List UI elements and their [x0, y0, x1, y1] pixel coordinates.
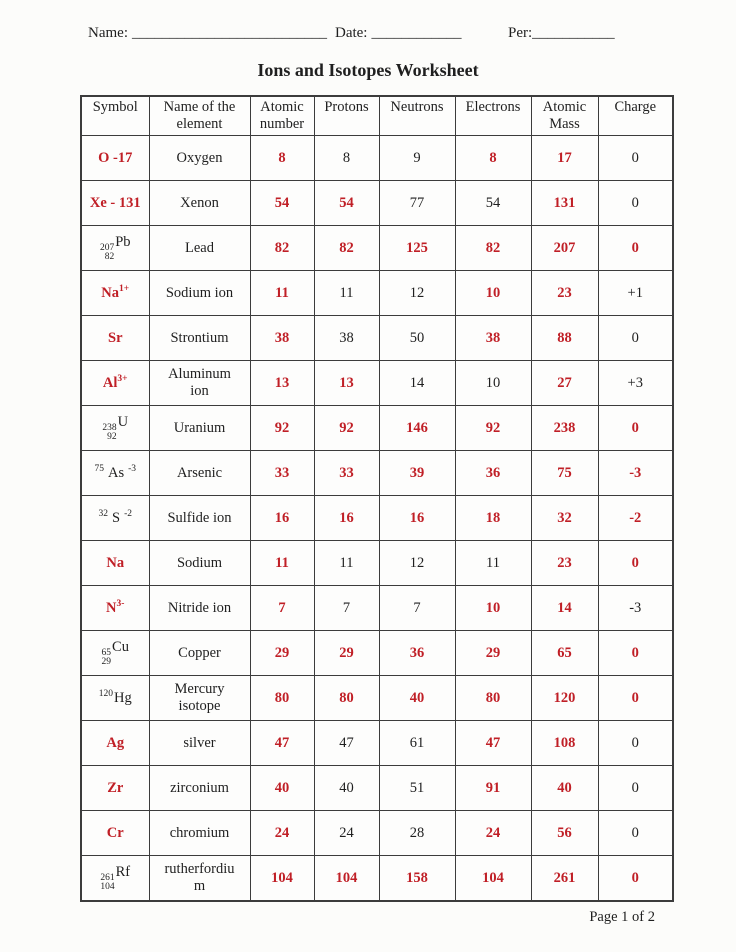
atomic-mass-cell: 88 — [531, 316, 598, 361]
electrons-cell: 10 — [455, 271, 531, 316]
symbol-cell — [81, 676, 149, 721]
neutrons-cell: 36 — [379, 631, 455, 676]
charge-cell: 0 — [598, 406, 673, 451]
atomic-mass-cell: 120 — [531, 676, 598, 721]
symbol-cell — [81, 406, 149, 451]
ion-charge-superscript: 3- — [116, 598, 125, 609]
table-row — [81, 541, 673, 586]
neutrons-cell: 125 — [379, 226, 455, 271]
element-name-cell: Mercury isotope — [149, 676, 250, 721]
atomic-number-cell: 24 — [250, 811, 314, 856]
per-label: Per: — [508, 25, 533, 41]
atomic-number-cell: 8 — [250, 136, 314, 181]
element-symbol: As — [107, 464, 125, 481]
atomic-number-cell: 29 — [250, 631, 314, 676]
atomic-mass-cell: 131 — [531, 181, 598, 226]
atomic-number-cell: 82 — [250, 226, 314, 271]
element-name-cell: Nitride ion — [149, 586, 250, 631]
electrons-cell: 91 — [455, 766, 531, 811]
date-label: Date: — [334, 25, 368, 41]
col-header-atomic-mass: Atomic Mass — [531, 96, 598, 136]
mass-number-superscript: 120 — [98, 688, 113, 699]
mass-atomic-number-stack: 207 82 — [99, 243, 115, 262]
atomic-number-cell: 7 — [250, 586, 314, 631]
protons-cell: 8 — [314, 136, 379, 181]
element-symbol: Pb — [115, 234, 131, 250]
charge-cell: 0 — [598, 856, 673, 902]
symbol-cell — [81, 316, 149, 361]
protons-cell: 54 — [314, 181, 379, 226]
atomic-number-cell: 11 — [250, 271, 314, 316]
symbol-cell — [81, 721, 149, 766]
electrons-cell: 54 — [455, 181, 531, 226]
atomic-mass-cell: 261 — [531, 856, 598, 902]
element-name-cell: zirconium — [149, 766, 250, 811]
symbol-cell — [81, 181, 149, 226]
col-header-protons: Protons — [314, 96, 379, 136]
protons-cell: 16 — [314, 496, 379, 541]
charge-cell: 0 — [598, 316, 673, 361]
atomic-number-cell: 80 — [250, 676, 314, 721]
element-symbol: Cr — [106, 824, 124, 841]
protons-cell: 40 — [314, 766, 379, 811]
protons-cell: 11 — [314, 271, 379, 316]
neutrons-cell: 39 — [379, 451, 455, 496]
neutrons-cell: 12 — [379, 271, 455, 316]
electrons-cell: 18 — [455, 496, 531, 541]
ions-isotopes-table — [80, 95, 674, 902]
element-name-cell: Sodium — [149, 541, 250, 586]
element-name-cell: rutherfordium — [149, 856, 250, 902]
element-symbol: Al — [102, 374, 118, 391]
atomic-mass-cell: 23 — [531, 271, 598, 316]
charge-cell: 0 — [598, 676, 673, 721]
ion-charge-superscript: 1+ — [119, 283, 130, 294]
atomic-number-cell: 54 — [250, 181, 314, 226]
page-title: Ions and Isotopes Worksheet — [257, 60, 479, 80]
neutrons-cell: 7 — [379, 586, 455, 631]
element-name-cell: Strontium — [149, 316, 250, 361]
element-symbol: Cu — [112, 639, 129, 655]
symbol-cell — [81, 136, 149, 181]
table-row — [81, 631, 673, 676]
atomic-mass-cell: 238 — [531, 406, 598, 451]
mass-number-superscript: 75 — [94, 463, 104, 474]
electrons-cell: 104 — [455, 856, 531, 902]
element-symbol: Na — [106, 554, 125, 571]
symbol-cell — [81, 631, 149, 676]
col-header-charge: Charge — [598, 96, 673, 136]
atomic-number-cell: 38 — [250, 316, 314, 361]
mass-number-superscript: 32 — [98, 508, 108, 519]
electrons-cell: 24 — [455, 811, 531, 856]
table-row — [81, 361, 673, 406]
atomic-number-cell: 47 — [250, 721, 314, 766]
electrons-cell: 82 — [455, 226, 531, 271]
element-name-cell: silver — [149, 721, 250, 766]
neutrons-cell: 28 — [379, 811, 455, 856]
symbol-cell — [81, 766, 149, 811]
protons-cell: 29 — [314, 631, 379, 676]
element-symbol: Zr — [107, 779, 124, 796]
atomic-mass-cell: 108 — [531, 721, 598, 766]
atomic-mass-cell: 27 — [531, 361, 598, 406]
charge-cell: 0 — [598, 721, 673, 766]
element-symbol: O -17 — [98, 149, 133, 166]
neutrons-cell: 61 — [379, 721, 455, 766]
electrons-cell: 47 — [455, 721, 531, 766]
protons-cell: 7 — [314, 586, 379, 631]
table-row — [81, 676, 673, 721]
atomic-number-cell: 104 — [250, 856, 314, 902]
electrons-cell: 11 — [455, 541, 531, 586]
atomic-number-cell: 13 — [250, 361, 314, 406]
charge-cell: 0 — [598, 136, 673, 181]
neutrons-cell: 40 — [379, 676, 455, 721]
atomic-number-cell: 40 — [250, 766, 314, 811]
table-row — [81, 586, 673, 631]
electrons-cell: 29 — [455, 631, 531, 676]
neutrons-cell: 50 — [379, 316, 455, 361]
mass-atomic-number-stack: 238 92 — [102, 423, 117, 442]
element-symbol: Xe - 131 — [89, 194, 141, 211]
protons-cell: 82 — [314, 226, 379, 271]
charge-cell: -3 — [598, 586, 673, 631]
atomic-number-cell: 16 — [250, 496, 314, 541]
protons-cell: 92 — [314, 406, 379, 451]
per-blank-line: ___________ — [532, 25, 615, 41]
atomic-mass-cell: 65 — [531, 631, 598, 676]
protons-cell: 104 — [314, 856, 379, 902]
element-name-cell: Uranium — [149, 406, 250, 451]
header-row — [81, 96, 673, 136]
atomic-mass-cell: 75 — [531, 451, 598, 496]
col-header-atomic-number: Atomic number — [250, 96, 314, 136]
electrons-cell: 92 — [455, 406, 531, 451]
symbol-cell — [81, 451, 149, 496]
neutrons-cell: 146 — [379, 406, 455, 451]
atomic-number-cell: 11 — [250, 541, 314, 586]
ion-charge-superscript: -2 — [124, 508, 132, 519]
neutrons-cell: 51 — [379, 766, 455, 811]
symbol-cell — [81, 586, 149, 631]
element-name-cell: Arsenic — [149, 451, 250, 496]
atomic-mass-cell: 17 — [531, 136, 598, 181]
charge-cell: 0 — [598, 226, 673, 271]
charge-cell: +1 — [598, 271, 673, 316]
element-name-cell: Sodium ion — [149, 271, 250, 316]
element-name-cell: Aluminum ion — [149, 361, 250, 406]
mass-atomic-number-stack: 261 104 — [100, 873, 115, 892]
symbol-cell — [81, 226, 149, 271]
charge-cell: -3 — [598, 451, 673, 496]
electrons-cell: 38 — [455, 316, 531, 361]
table-row — [81, 406, 673, 451]
protons-cell: 38 — [314, 316, 379, 361]
atomic-mass-cell: 14 — [531, 586, 598, 631]
element-name-cell: Sulfide ion — [149, 496, 250, 541]
name-label: Name: — [88, 25, 128, 41]
col-header-symbol: Symbol — [81, 96, 149, 136]
symbol-cell — [81, 856, 149, 902]
ion-charge-superscript: 3+ — [117, 373, 128, 384]
element-symbol: Hg — [114, 689, 132, 706]
symbol-cell — [81, 271, 149, 316]
neutrons-cell: 14 — [379, 361, 455, 406]
ion-charge-superscript: -3 — [128, 463, 137, 474]
charge-cell: 0 — [598, 766, 673, 811]
element-name-cell: chromium — [149, 811, 250, 856]
neutrons-cell: 77 — [379, 181, 455, 226]
table-row — [81, 766, 673, 811]
table-row — [81, 721, 673, 766]
name-date-line — [88, 25, 461, 42]
protons-cell: 13 — [314, 361, 379, 406]
table-row — [81, 316, 673, 361]
table-row — [81, 856, 673, 902]
neutrons-cell: 12 — [379, 541, 455, 586]
atomic-mass-cell: 56 — [531, 811, 598, 856]
neutrons-cell: 9 — [379, 136, 455, 181]
element-symbol: Rf — [115, 864, 131, 880]
atomic-mass-cell: 40 — [531, 766, 598, 811]
electrons-cell: 10 — [455, 361, 531, 406]
protons-cell: 47 — [314, 721, 379, 766]
col-header-element-name: Name of the element — [149, 96, 250, 136]
electrons-cell: 8 — [455, 136, 531, 181]
protons-cell: 24 — [314, 811, 379, 856]
date-blank-line: ____________ — [371, 25, 462, 41]
electrons-cell: 36 — [455, 451, 531, 496]
charge-cell: 0 — [598, 811, 673, 856]
atomic-number-cell: 92 — [250, 406, 314, 451]
table-row — [81, 136, 673, 181]
col-header-neutrons: Neutrons — [379, 96, 455, 136]
element-symbol: Ag — [106, 734, 125, 751]
charge-cell: +3 — [598, 361, 673, 406]
element-symbol: Sr — [108, 329, 123, 346]
symbol-cell — [81, 541, 149, 586]
neutrons-cell: 16 — [379, 496, 455, 541]
atomic-mass-cell: 23 — [531, 541, 598, 586]
table-row — [81, 226, 673, 271]
element-symbol: N — [106, 599, 117, 616]
mass-atomic-number-stack: 65 29 — [101, 648, 112, 667]
electrons-cell: 80 — [455, 676, 531, 721]
charge-cell: 0 — [598, 631, 673, 676]
symbol-cell — [81, 496, 149, 541]
atomic-mass-cell: 32 — [531, 496, 598, 541]
element-symbol: Na — [101, 284, 120, 301]
atomic-number-cell: 33 — [250, 451, 314, 496]
table-row — [81, 181, 673, 226]
element-name-cell: Copper — [149, 631, 250, 676]
name-blank-line: __________________________ — [131, 25, 327, 41]
protons-cell: 11 — [314, 541, 379, 586]
element-name-cell: Lead — [149, 226, 250, 271]
page-number: Page 1 of 2 — [589, 909, 655, 925]
table-row — [81, 496, 673, 541]
protons-cell: 33 — [314, 451, 379, 496]
element-symbol: S — [112, 509, 121, 526]
table-row — [81, 451, 673, 496]
symbol-cell — [81, 361, 149, 406]
element-name-cell: Oxygen — [149, 136, 250, 181]
charge-cell: -2 — [598, 496, 673, 541]
table-row — [81, 811, 673, 856]
neutrons-cell: 158 — [379, 856, 455, 902]
table-row — [81, 271, 673, 316]
element-name-cell: Xenon — [149, 181, 250, 226]
per-line — [508, 25, 615, 42]
symbol-cell — [81, 811, 149, 856]
protons-cell: 80 — [314, 676, 379, 721]
charge-cell: 0 — [598, 181, 673, 226]
electrons-cell: 10 — [455, 586, 531, 631]
col-header-electrons: Electrons — [455, 96, 531, 136]
charge-cell: 0 — [598, 541, 673, 586]
element-symbol: U — [117, 414, 129, 430]
atomic-mass-cell: 207 — [531, 226, 598, 271]
